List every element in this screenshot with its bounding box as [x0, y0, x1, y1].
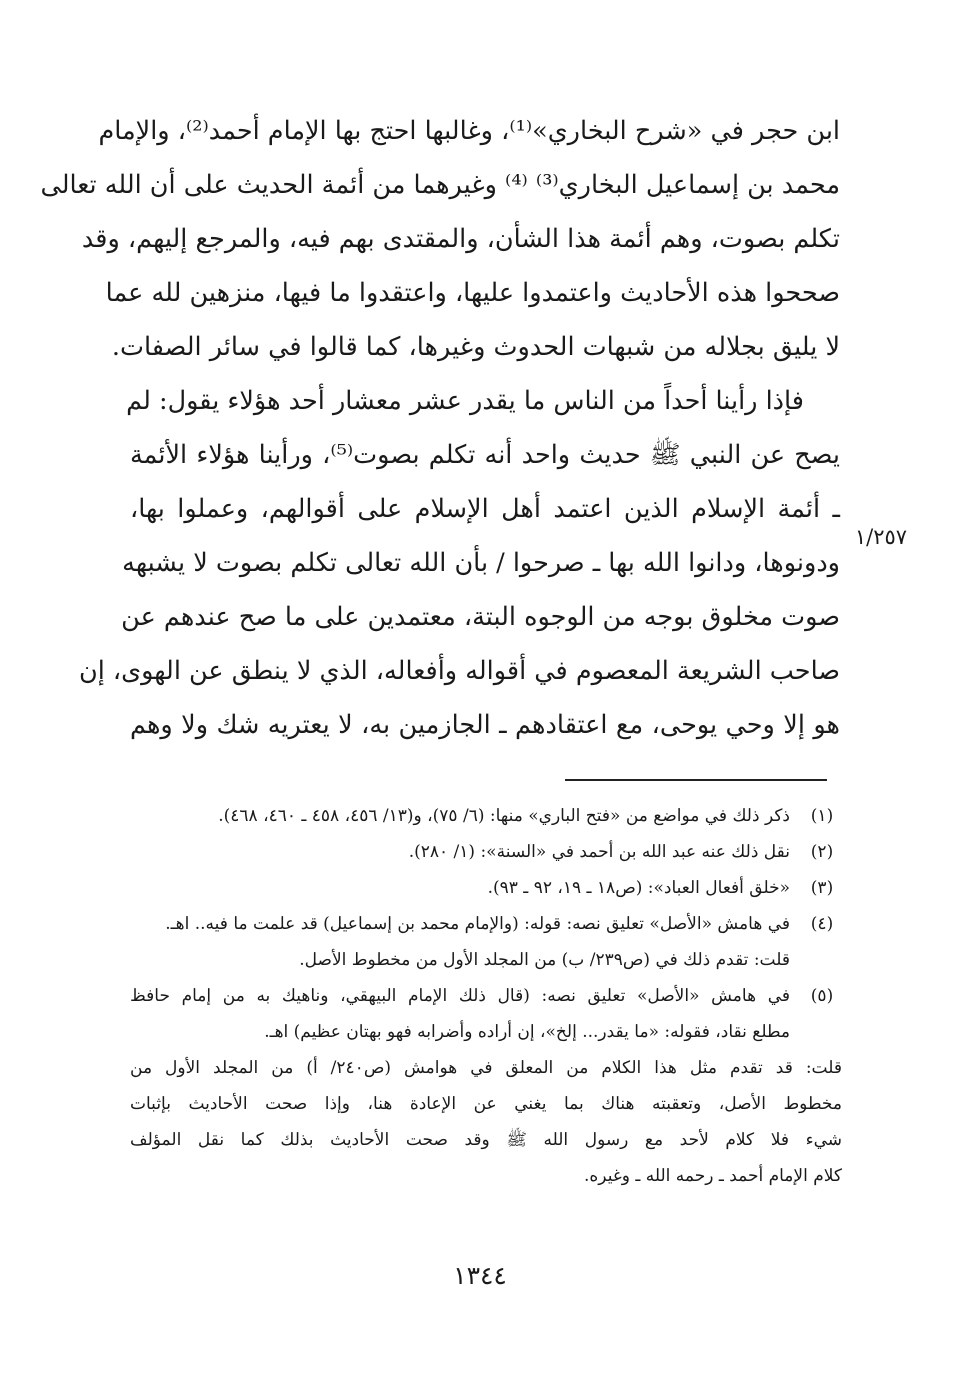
- footnote-number: (٥): [810, 986, 834, 1006]
- manuscript-folio-marker: ١/٢٥٧: [854, 525, 908, 549]
- footnote-line: مطلع نقاد، فقوله: «ما يقدر... إلخ»، إن أراده وأضرابه فهو بهتان عظيم) اهـ.: [264, 1022, 790, 1042]
- body-line: يصح عن النبي ﷺ حديث واحد أنه تكلم بصوت⁽⁵⁾، ورأينا هؤلاء الأئمة: [130, 440, 840, 470]
- footnote-separator: [565, 779, 827, 781]
- body-line: فإذا رأينا أحداً من الناس ما يقدر عشر معشار أحد هؤلاء يقول: لم: [126, 386, 804, 416]
- body-line: ـ أئمة الإسلام الذين اعتمد أهل الإسلام على أقوالهم، وعملوا بها،: [130, 494, 840, 524]
- body-line: صاحب الشريعة المعصوم في أقواله وأفعاله، الذي لا ينطق عن الهوى، إن: [79, 656, 840, 686]
- body-line: ودونوها، ودانوا الله بها ـ صرحوا / بأن الله تعالى تكلم بصوت لا يشبهه: [122, 548, 840, 578]
- footnote-5: [130, 978, 842, 1194]
- body-line: لا يليق بجلاله من شبهات الحدوث وغيرها، كما قالوا في سائر الصفات.: [111, 332, 840, 362]
- footnote-line: في هامش «الأصل» تعليق نصه: قوله: (والإمام محمد بن إسماعيل) قد علمت ما فيه.. اهـ.: [165, 914, 790, 934]
- footnote-3: [130, 870, 842, 906]
- footnote-line: قلت: تقدم ذلك في (ص٢٣٩/ ب) من المجلد الأول من مخطوط الأصل.: [299, 950, 790, 970]
- page-number: ١٣٤٤: [453, 1261, 507, 1290]
- footnote-number: (١): [810, 806, 834, 826]
- body-line: صححوا هذه الأحاديث واعتمدوا عليها، واعتقدوا ما فيها، منزهين لله عما: [105, 278, 840, 308]
- body-line: محمد بن إسماعيل البخاري⁽³⁾ ⁽⁴⁾ وغيرهما من أئمة الحديث على أن الله تعالى: [40, 170, 840, 200]
- footnote-line: قلت: قد تقدم مثل هذا الكلام من المعلق في هوامش (ص٢٤٠/ أ) من المجلد الأول من: [130, 1058, 842, 1078]
- footnote-line: كلام الإمام أحمد ـ رحمه الله ـ وغيره.: [584, 1166, 842, 1186]
- body-line: صوت مخلوق بوجه من الوجوه البتة، معتمدين على ما صح عندهم عن: [121, 602, 840, 632]
- footnotes: [130, 798, 842, 1194]
- footnote-1: [130, 798, 842, 834]
- body-line: هو إلا وحي يوحى، مع اعتقادهم ـ الجازمين به، لا يعتريه شك ولا وهم: [130, 710, 840, 740]
- footnote-number: (٤): [810, 914, 834, 934]
- footnote-line: شيء فلا كلام لأحد مع رسول الله ﷺ وقد صحت الأحاديث بذلك كما نقل المؤلف: [130, 1130, 842, 1150]
- body-line: تكلم بصوت، وهم أئمة هذا الشأن، والمقتدى بهم فيه، والمرجع إليهم، وقد: [81, 224, 840, 254]
- main-text: [40, 104, 840, 752]
- footnote-line: ذكر ذلك في مواضع من «فتح الباري» منها: (٦/ ٧٥)، و(١٣/ ٤٥٦، ٤٥٨ ـ ٤٦٠، ٤٦٨).: [218, 806, 790, 826]
- footnote-4: [130, 906, 842, 978]
- footnote-line: في هامش «الأصل» تعليق نصه: (قال ذلك الإمام البيهقي، وناهيك به من إمام حافظ: [130, 986, 790, 1006]
- footnote-2: [130, 834, 842, 870]
- footnote-number: (٢): [810, 842, 834, 862]
- footnote-number: (٣): [810, 878, 834, 898]
- footnote-line: مخطوط الأصل، وتعقبته هناك بما يغني عن الإعادة هنا، وإذا صحت الأحاديث بإثبات: [130, 1094, 842, 1114]
- footnote-line: «خلق أفعال العباد»: (ص١٨ ـ ١٩، ٩٢ ـ ٩٣).: [487, 878, 790, 898]
- body-line: ابن حجر في «شرح البخاري»⁽¹⁾، وغالبها احتج بها الإمام أحمد⁽²⁾، والإمام: [98, 116, 840, 146]
- footnote-line: نقل ذلك عنه عبد الله بن أحمد في «السنة»: (١/ ٢٨٠).: [408, 842, 790, 862]
